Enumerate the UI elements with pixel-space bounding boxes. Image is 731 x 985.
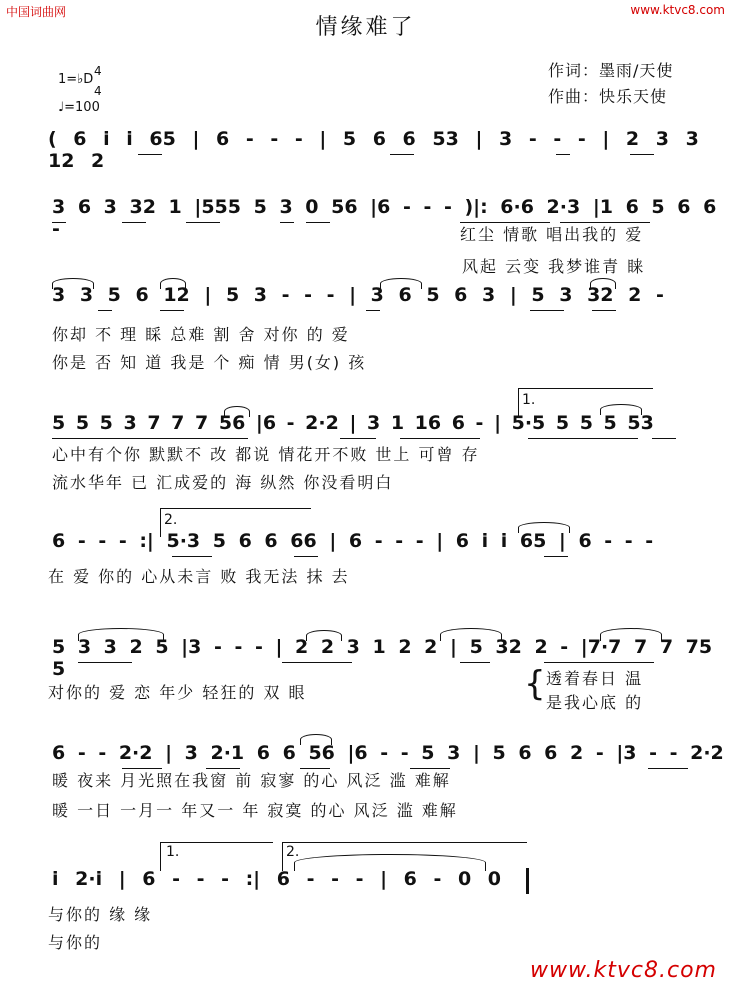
notation-row-6: [0, 636, 731, 732]
time-signature-top: 4: [94, 64, 102, 78]
notation-row-4: [0, 392, 731, 508]
ending-number: 2.: [286, 844, 300, 860]
composer-credit: 作曲：快乐天使: [548, 87, 668, 106]
jianpu-notes: 5 3 3 2 5 |3 - - - | 2 2 3 1 2 2 | 5 32 2 - |7·7 7 7 75 5: [52, 636, 713, 680]
ending-number: 1.: [522, 392, 536, 408]
key-signature: 1=♭D: [58, 72, 94, 87]
jianpu-notes: ( 6 i i 65 | 6 - - - | 5 6 6 53 | 3 - - - | 2 3 3 12 2: [48, 128, 699, 172]
lyric-verse-1: 对你的 爱 恋 年少 轻狂的 双 眼: [48, 683, 307, 702]
lyric-verse-1: 与你的 缘 缘: [48, 905, 153, 924]
notation-row-3: [0, 284, 731, 380]
ending-number: 2.: [164, 512, 178, 528]
lyric-verse-2: 流水华年 已 汇成爱的 海 纵然 你没看明白: [52, 473, 394, 492]
lyricist-credit: 作词：墨雨/天使: [548, 61, 674, 80]
time-signature-bottom: 4: [94, 84, 102, 98]
lyric-verse-2: 暖 一日 一月一 年又一 年 寂寞 的心 风泛 滥 难解: [52, 801, 458, 820]
tempo-marking: ♩=100: [58, 100, 100, 115]
lyric-verse-1: 暖 夜来 月光照在我窗 前 寂寥 的心 风泛 滥 难解: [52, 771, 451, 790]
song-title: 情缘难了: [315, 15, 416, 40]
lyric-verse-2: 风起 云变 我梦谁青 睐: [462, 257, 646, 276]
lyric-verse-1: 心中有个你 默默不 改 都说 情花开不败 世上 可曾 存: [52, 445, 480, 464]
jianpu-notes: 6 - - - :| 5·3 5 6 6 66 | 6 - - - | 6 i i 65 | 6 - - -: [52, 530, 654, 552]
lyric-verse-2a: 透着春日 温: [546, 669, 644, 688]
jianpu-notes: 6 - - 2·2 | 3 2·1 6 6 56 |6 - - 5 3 | 5 6 6 2 - |3 - - 2·2: [52, 742, 724, 764]
ending-number: 1.: [166, 844, 180, 860]
jianpu-notes: 3 6 3 32 1 |555 5 3 0 56 |6 - - - )|: 6·6 2·3 |1 6 5 6 6 -: [52, 196, 717, 240]
notation-row-2: [0, 196, 731, 292]
site-logo-text[interactable]: 中国词曲网: [6, 5, 67, 19]
notation-row-5: [0, 512, 731, 626]
lyric-verse-1: 红尘 情歌 唱出我的 爱: [460, 225, 644, 244]
lyric-verse-1: 你却 不 理 睬 总难 割 舍 对你 的 爱: [52, 325, 350, 344]
notation-row-8: [0, 844, 731, 964]
brace: {: [524, 664, 546, 704]
jianpu-notes: i 2·i | 6 - - - :| 6 - - - | 6 - 0 0: [52, 868, 502, 890]
lyric-verse-2b: 是我心底 的: [546, 693, 644, 712]
jianpu-notes: 5 5 5 3 7 7 7 56 |6 - 2·2 | 3 1 16 6 - | 5·5 5 5 5 53: [52, 412, 654, 434]
final-barline: [526, 868, 529, 894]
lyric-verse-2: 与你的: [48, 933, 103, 952]
jianpu-notes: 3 3 5 6 12 | 5 3 - - - | 3 6 5 6 3 | 5 3 32 2 -: [52, 284, 664, 306]
site-url-footer[interactable]: www.ktvc8.com: [529, 958, 717, 983]
lyric-verse-1: 在 爱 你的 心从未言 败 我无法 抹 去: [48, 567, 350, 586]
lyric-verse-2: 你是 否 知 道 我是 个 痴 情 男(女) 孩: [52, 353, 367, 372]
site-url[interactable]: www.ktvc8.com: [630, 3, 725, 17]
notation-row-7: [0, 742, 731, 838]
